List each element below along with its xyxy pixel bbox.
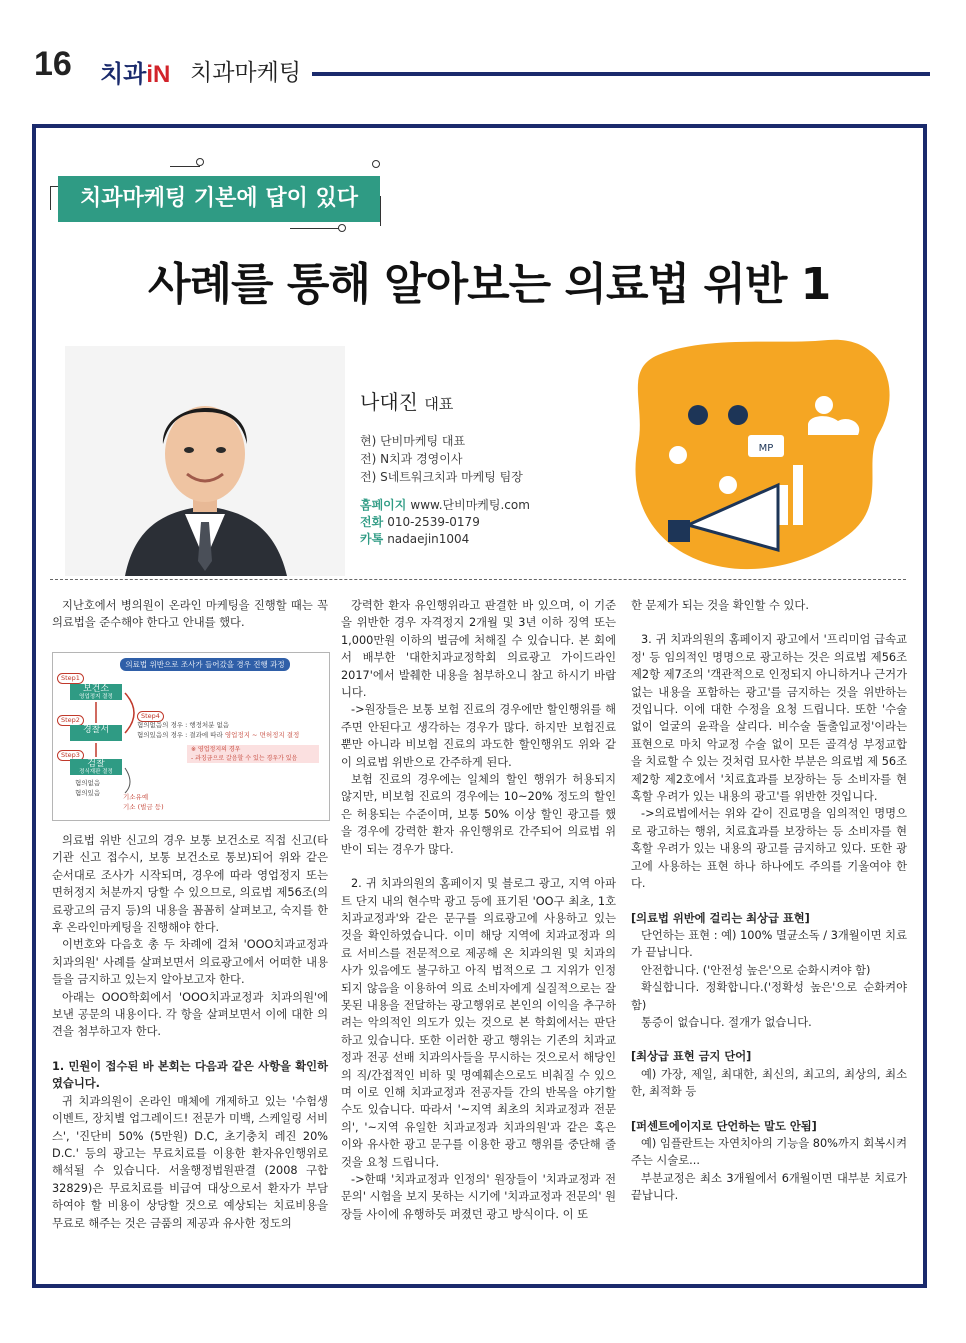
section-divider (50, 579, 906, 580)
author-contacts (360, 497, 530, 548)
subheading: [의료법 위반에 걸리는 최상급 표현] (631, 911, 810, 925)
author-name: 나대진 (360, 390, 418, 414)
deco-dot (372, 160, 380, 168)
paragraph: ->의료법에서는 위와 같이 진료명을 임의적인 명명으로 광고하는 행위, 치료효과를 보장하는 등 소비자를 현혹할 우려가 있는 내용의 광고를 금지하고 있다. 또한 광고에 사용하는 표현 하나 하나에도 주의를 기울여야 한다. (631, 807, 907, 891)
homepage-link[interactable]: www.단비마케팅.com (410, 498, 530, 512)
phone-number: 010-2539-0179 (387, 515, 480, 529)
career-line: 현) 단비마케팅 대표 (360, 434, 466, 448)
paragraph: ->원장들은 보통 보험 진료의 경우에만 할인행위를 해주면 안된다고 생각하는 경우가 많다. 하지만 보험진료뿐만 아니라 비보험 진료의 과도한 할인행위도 위와 같이 의료법 위반으로 간주하게 된다. (341, 703, 616, 769)
author-name-block (360, 386, 453, 415)
process-diagram (52, 652, 330, 821)
diagram-title: 의료법 위반으로 조사가 들어갔을 경우 진행 과정 (120, 658, 290, 671)
header-rule (312, 72, 930, 76)
brand-logo (100, 54, 170, 89)
column-1-body (52, 832, 328, 1232)
heart-icon (815, 396, 833, 414)
verdict-none: 혐의없음 (75, 779, 101, 787)
marketing-illustration (628, 335, 898, 580)
dollar-icon (688, 405, 708, 425)
deco-dot (196, 158, 204, 166)
brand-accent: iN (146, 61, 171, 88)
article-title: 사례를 통해 알아보는 의료법 위반 1 (148, 259, 831, 310)
column-1-top (52, 597, 328, 632)
article-kicker: 치과마케팅 기본에 답이 있다 (58, 176, 380, 222)
subheading: [최상급 표현 금지 단어] (631, 1050, 752, 1064)
step-label: Step3 (57, 750, 84, 761)
wifi-icon (719, 476, 737, 494)
chat-icon (728, 405, 748, 425)
fine-label: 기소 (벌금 등) (123, 803, 164, 811)
contact-label: 홈페이지 (360, 498, 407, 512)
author-role: 대표 (424, 395, 454, 413)
paragraph: 단언하는 표현 : 예) 100% 멸균소독 / 3개월이면 치료가 끝납니다. (631, 928, 907, 960)
outcome-none: 혐의없음의 경우 : 행정처분 없음 (137, 721, 230, 729)
paragraph: 지난호에서 병의원이 온라인 마케팅을 진행할 때는 꼭 의료법을 준수해야 한다고 안내를 했다. (52, 599, 328, 630)
deco-line (170, 166, 200, 167)
page-header (0, 0, 966, 90)
column-2 (341, 597, 616, 1223)
diagram-box-prosecution: 검찰 정식재판 결정 (70, 759, 122, 775)
diagram-box-police: 경찰서 (70, 725, 122, 741)
paragraph: 확실합니다. 정확합니다.('정확성 높은'으로 순화켜야 함) (631, 981, 907, 1012)
paragraph: 통증이 없습니다. 절개가 없습니다. (641, 1015, 812, 1029)
deco-line (290, 228, 340, 229)
step-label: Step4 (137, 711, 164, 722)
mp-badge: MP (758, 443, 774, 454)
indict-label: 기소유예 (123, 793, 149, 801)
author-career (360, 432, 523, 486)
paragraph: 2. 귀 치과의원의 홈페이지 및 블로그 광고, 지역 아파트 단지 내의 현수막 광고 등에 표기된 'OO구 최초, 1호 치과교정과'와 같은 문구를 의료광고에 사용하고 있는 것을 확인하였습니다. 이미 해당 지역에 치과교정과 의료 서비스를 전문적으로 제공해 온 치과의원 및 치과의사가 있음에도 불구하고 아직 법적으로 그 지위가 인정되지 않음을 이용하여 의료 소비자에게 실질적으로는 잘못된 내용을 전달하는 광고행위로 본인의 이익을 추구하려는 악의적인 의도가 있는 것으로 본 학회에서는 판단하고 있습니다. 또한 이러한 광고 행위는 기존의 치과교정과 전공 선배 치과의사들을 무시하는 것으로서 해당인의 직/간접적인 비하 및 명예훼손으로도 비춰질 수 있으며 이로 인해 치과교정과 전공자들 간의 반목을 야기할 수도 있습니다. 따라서 '~지역 최초의 치과교정과 전문의', '~지역 유일한 치과교정과 치과의원'과 같은 혹은 이와 유사한 광고 문구를 이용한 광고 행위를 중단해 줄 것을 요청 드립니다. (341, 877, 616, 1169)
career-line: 전) N치과 경영이사 (360, 452, 463, 466)
paragraph: ->한때 '치과교정과 인정의' 원장들이 '치과교정과 전문의' 시험을 보지 못하는 시기에 '치과교정과 전문의' 원장들 사이에 유행하듯 퍼졌던 광고 방식이다. 이 또 (341, 1173, 616, 1221)
deco-dot (338, 224, 346, 232)
career-line: 전) S네트워크치과 마케팅 팀장 (360, 470, 523, 484)
step-label: Step1 (57, 673, 84, 684)
paragraph: 보험 진료의 경우에는 일체의 할인 행위가 허용되지 않지만, 비보험 진료의 경우에는 10~20% 정도의 할인은 허용되는 수준이며, 보통 50% 이상 할인 광고를 했을 경우에 강력한 환자 유인행위로 간주되어 의료법 위반이 되는 경우가 많다. (341, 773, 616, 856)
paragraph: 한 문제가 되는 것을 확인할 수 있다. (631, 599, 809, 612)
paragraph: 이번호와 다음호 총 두 차례에 걸쳐 'OOO치과교정과 치과의원' 사례를 살펴보면서 의료광고에서 어떠한 내용들을 금지하고 있는지 알아보고자 한다. (52, 938, 328, 987)
cart-icon (669, 446, 687, 464)
kakao-id: nadaejin1004 (387, 532, 470, 546)
paragraph: 강력한 환자 유인행위라고 판결한 바 있으며, 이 기준을 위반한 경우 자격정지 2개월 및 3년 이하 징역 또는 1,000만원 이하의 벌금에 처해질 수 있습니다. 본 회에서 배부한 '대한치과교정학회 의료광고 가이드라인 2017'에서 발췌한 내용을 첨부하오니 참고 하시기 바랍니다. (341, 599, 616, 700)
contact-label: 전화 (360, 515, 384, 529)
paragraph: 의료법 위반 신고의 경우 보통 보건소로 직접 신고(타기관 신고 접수시, 보통 보건소로 통보)되어 위와 같은 순서대로 조사가 시작되며, 경우에 따라 영업정지 또는 면허정지 처분까지 당할 수 있으므로, 의료법 제56조(의료광고의 금지 등)의 내용을 꼼꼼히 살펴보고, 숙지를 한 후 온라인마케팅을 진행해야 한다. (52, 834, 328, 935)
section-heading: 1. 민원이 접수된 바 본회는 다음과 같은 사항을 확인하였습니다. (52, 1059, 328, 1091)
brand-main: 치과 (100, 61, 147, 88)
outcome-yes: 혐의있음의 경우 : 결과에 따라 영업정지 ~ 면허정지 결정 (137, 731, 300, 739)
deco-line (380, 196, 381, 226)
paragraph: 예) 가장, 제일, 최대한, 최신의, 최고의, 최상의, 최소한, 최적화 등 (631, 1067, 907, 1099)
deco-line (50, 186, 51, 210)
note-box: ※ 영업정지의 경우 - 과징금으로 갈음할 수 있는 경우가 있음 (187, 745, 319, 763)
diagram-box-health-center: 보건소 영업정지 결정 (70, 684, 122, 700)
subheading: [퍼센트에이지로 단언하는 말도 안됨] (631, 1119, 817, 1133)
step-label: Step2 (57, 715, 84, 726)
column-3 (631, 597, 907, 1205)
verdict-yes: 혐의있음 (75, 789, 101, 797)
paragraph: 아래는 OOO학회에서 'OOO치과교정과 치과의원'에 보낸 공문의 내용이다. 각 항을 살펴보면서 이에 대한 의견을 첨부하고자 한다. (52, 990, 328, 1039)
contact-label: 카톡 (360, 532, 384, 546)
paragraph: 예) 임플란트는 자연치아의 기능을 80%까지 회복시켜주는 시술로... (631, 1136, 907, 1168)
paragraph: 3. 귀 치과의원의 홈페이지 광고에서 '프리미엄 급속교정' 등 임의적인 명명으로 광고하는 것은 의료법 제56조 제2항 제7조의 '객관적으로 인정되지 아니하거나 근거가 없는 내용을 포함하는 광고'를 금지하는 것을 위반하는 것입니다. 이에 대한 수정을 요청 드립니다. 또한 '수술 없이 얼굴의 윤곽을 살리다. 비수술 돌출입교정'이라는 표현으로 마치 악교정 수술 없이 모든 골격성 부정교합을 치료할 수 있는 것처럼 묘사한 부분은 의료법 제 56조 제2항 제2호에서 '치료효과를 보장하는 등 소비자를 현혹할 우려가 있는 내용의 광고'를 위반한 것입니다. (631, 633, 907, 804)
paragraph: 안전합니다. ('안전성 높은'으로 순화시켜야 함) (641, 963, 871, 977)
page-number: 16 (34, 45, 72, 83)
section-title: 치과마케팅 (190, 60, 302, 86)
author-photo (65, 346, 345, 576)
paragraph: 부분교정은 최소 3개월에서 6개월이면 대부분 치료가 끝납니다. (631, 1171, 907, 1203)
paragraph: 귀 치과의원이 온라인 매체에 개제하고 있는 '수험생 이벤트, 장치별 업그레이드! 전문가 미백, 스케일링 서비스', '진단비 50% (5만원) D.C, 초기충치 레진 20% D.C.' 등의 광고는 무료치료를 이용한 환자유인행위로 해석될 수 있습니다. 서울행정법원판결 (2008 구합 32829)은 무료치료를 비급여 대상으로서 환자가 부담하여야 할 비용이 상당할 것으로 예상되는 치료비용을 무료로 해주는 것은 금품의 제공과 유사한 정도의 (52, 1094, 328, 1230)
